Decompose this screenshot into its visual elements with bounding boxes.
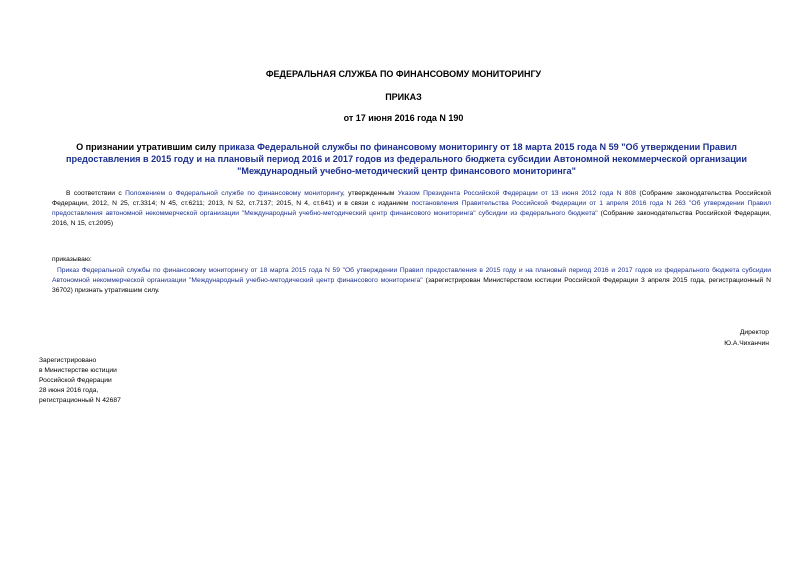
signature-block (724, 327, 769, 349)
title-prefix: О признании утратившим силу (76, 142, 219, 152)
preamble-link-decree[interactable]: Указом Президента Российской Федерации от 13 июня 2012 года N 808 (397, 190, 637, 197)
order-suffix: (зарегистрирован Министерством юстиции Российской Федерации 3 апреля 2015 года, регистрационный N 36702) признать утратившим силу. (52, 277, 771, 294)
registration-line-3: Российской Федерации (39, 377, 112, 384)
preamble-link-resolution[interactable]: постановления Правительства Российской Федерации от 1 апреля 2016 года N 263 "Об утверждении Правил предоставления автономной некоммерческой организации "Международный учебно-методический центр финансового мониторинга" субсидии из федерального бюджета" (52, 200, 771, 217)
agency-heading: ФЕДЕРАЛЬНАЯ СЛУЖБА ПО ФИНАНСОВОМУ МОНИТОРИНГУ (265, 69, 542, 79)
preamble-text-2: , утвержденным (342, 190, 398, 197)
doc-type-heading: ПРИКАЗ (385, 92, 422, 102)
preamble-text-1: В соответствии с (66, 190, 126, 197)
preamble-text-4: (Собрание законодательства Российской Федерации, 2016, N 15, ст.2095) (52, 210, 771, 227)
orders-label: приказываю: (52, 256, 92, 263)
doc-date-heading: от 17 июня 2016 года N 190 (343, 113, 464, 123)
order-link[interactable]: Приказ Федеральной службы по финансовому мониторингу от 18 марта 2015 года N 59 "Об утверждении Правил предоставления в 2015 году и на плановый период 2016 и 2017 годов из федерального бюджета субсидии Автономной некоммерческой организации "Международный учебно-методический центр финансового мониторинга" (52, 267, 771, 284)
signature-position: Директор (739, 329, 769, 336)
preamble-link-regulation[interactable]: Положением о Федеральной службе по финансовому мониторингу (125, 190, 343, 197)
preamble-text-3: (Собрание законодательства Российской Федерации, 2012, N 25, ст.3314; N 45, ст.6211; 2013, N 52, ст.7137; 2015, N 4, ст.641) и в связи с изданием (52, 190, 771, 207)
registration-line-4: 28 июня 2016 года, (39, 387, 99, 394)
signature-name: Ю.А.Чиханчин (724, 340, 769, 347)
preamble-paragraph (52, 189, 771, 229)
order-paragraph (52, 266, 771, 296)
title-link[interactable]: приказа Федеральной службы по финансовому мониторингу от 18 марта 2015 года N 59 "Об утверждении Правил предоставления в 2015 году и на плановый период 2016 и 2017 годов из федерального бюджета субсидии Автономной некоммерческой организации "Международный учебно-методический центр финансового мониторинга" (66, 142, 747, 176)
registration-block (39, 356, 121, 406)
registration-line-2: в Министерстве юстиции (39, 367, 117, 374)
document-title (48, 141, 765, 177)
registration-line-5: регистрационный N 42687 (39, 397, 121, 404)
registration-line-1: Зарегистрировано (39, 357, 97, 364)
